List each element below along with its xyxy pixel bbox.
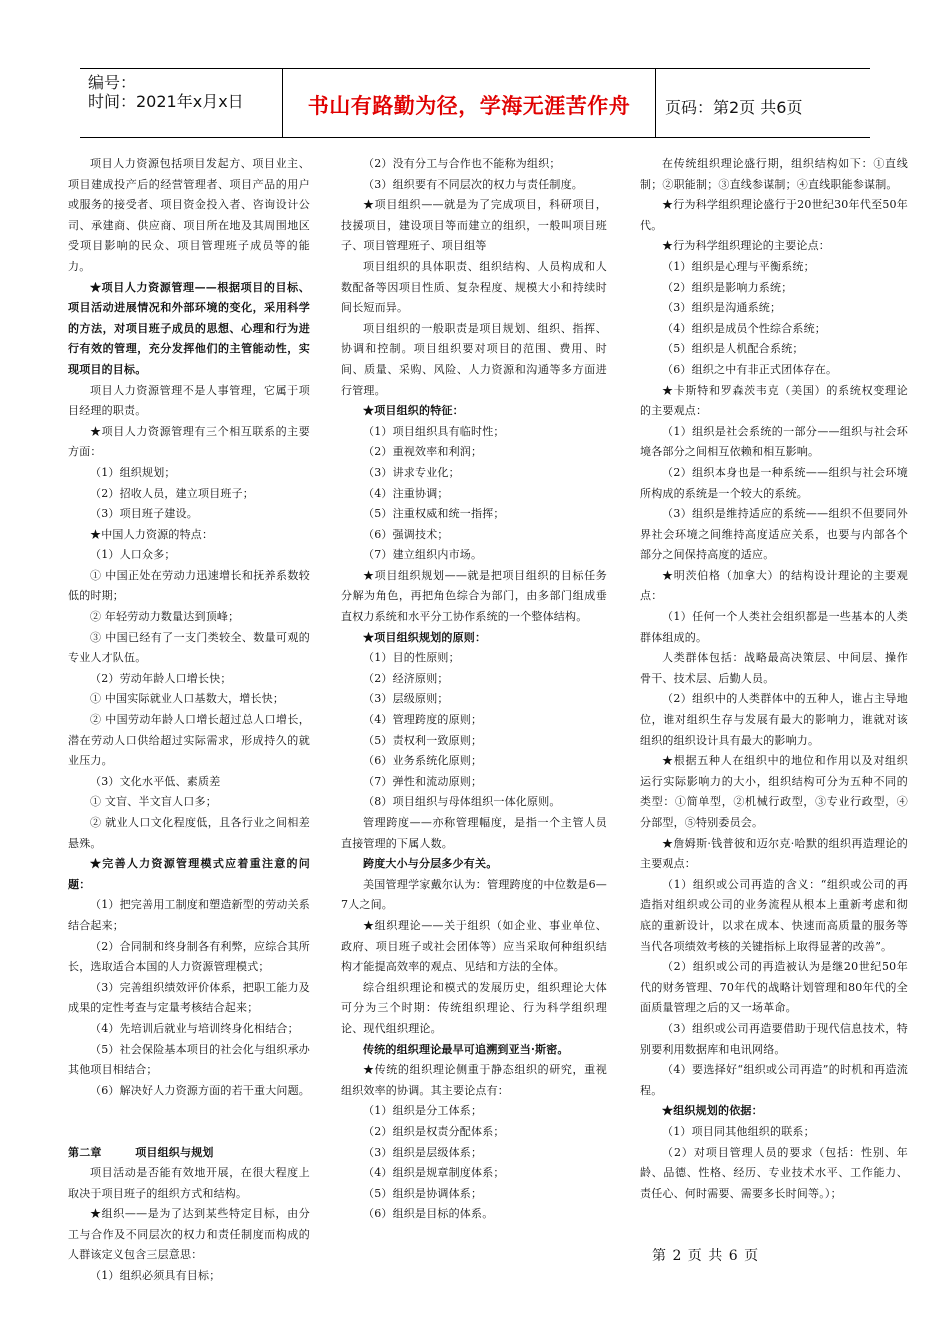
paragraph: 项目人力资源包括项目发起方、项目业主、项目建成投产后的经营管理者、项目产品的用户或服务的接受者、项目资金投入者、咨询设计公司、承建商、供应商、项目所在地及其周围地区受项目影响的民众、项目管理班子成员等的能力。 bbox=[68, 157, 310, 273]
page-number: 页码：第2页 共6页 bbox=[665, 97, 803, 117]
paragraph: ★根据五种人在组织中的地位和作用以及对组织运行实际影响力的大小，组织结构可分为五种不同的类型：①简单型，②机械行政型，③专业行政型，④分部型，⑤特别委员会。 bbox=[640, 754, 908, 829]
list-item: ② 就业人口文化程度低，且各行业之间相差悬殊。 bbox=[68, 816, 310, 850]
list-item: （1）组织是分工体系； bbox=[363, 1104, 483, 1118]
list-item: （7）建立组织内市场。 bbox=[363, 548, 483, 562]
paragraph: ★完善人力资源管理模式应着重注意的问题： bbox=[68, 857, 310, 891]
paragraph: ★项目人力资源管理——根据项目的目标、项目活动进展情况和外部环境的变化，采用科学的方法，对项目班子成员的思想、心理和行为进行有效的管理，充分发挥他们的主管能动性，实现项目的目标。 bbox=[68, 280, 310, 376]
list-item: （4）组织是成员个性综合系统； bbox=[662, 321, 826, 335]
header-meta bbox=[88, 69, 278, 141]
list-item: （6）业务系统化原则； bbox=[363, 754, 483, 768]
list-item: （2）组织中的人类群体中的五种人，谁占主导地位，谁对组织生存与发展有最大的影响力，谁就对该组织的组织设计具有最大的影响力。 bbox=[640, 692, 908, 747]
list-item: ③ 中国已经有了一支门类较全、数量可观的专业人才队伍。 bbox=[68, 630, 310, 665]
paragraph: 管理跨度——亦称管理幅度，是指一个主管人员直接管理的下属人数。 bbox=[341, 816, 607, 850]
list-item: （4）组织是规章制度体系； bbox=[363, 1166, 505, 1180]
list-item: （3）组织是维持适应的系统——组织不但要同外界社会环境之间维持高度适应关系，也要与内部各个部分之间保持高度的适应。 bbox=[640, 507, 908, 562]
chapter-title: 第二章 项目组织与规划 bbox=[68, 1145, 214, 1159]
paragraph: ★项目组织——就是为了完成项目，科研项目，技援项目，建设项目等而建立的组织，一般叫项目班子、项目管理班子、项目组等 bbox=[341, 198, 607, 253]
list-item: （3）组织是层级体系； bbox=[363, 1145, 483, 1159]
list-item: （5）责权利一致原则； bbox=[363, 733, 483, 747]
list-item: （1）人口众多； bbox=[90, 548, 176, 562]
paragraph: ★项目人力资源管理有三个相互联系的主要方面： bbox=[68, 424, 310, 459]
paragraph: ★组织——是为了达到某些特定目标，由分工与合作及不同层次的权力和责任制度而构成的人群该定义包含三层意思： bbox=[68, 1207, 310, 1262]
list-item: （2）组织是影响力系统； bbox=[662, 280, 793, 294]
paragraph: ★明茨伯格（加拿大）的结构设计理论的主要观点： bbox=[640, 568, 908, 603]
list-item: （3）讲求专业化； bbox=[363, 465, 460, 479]
list-item: （3）组织要有不同层次的权力与责任制度。 bbox=[363, 177, 583, 191]
list-item: （2）重视效率和利润； bbox=[363, 445, 483, 459]
date-label: 时间：2021年x月x日 bbox=[88, 92, 244, 111]
paragraph: ★传统的组织理论侧重于静态组织的研究，重视组织效率的协调。其主要论点有： bbox=[341, 1063, 607, 1097]
list-item: （1）组织是心理与平衡系统； bbox=[662, 259, 815, 273]
list-item: （1）项目同其他组织的联系； bbox=[662, 1124, 815, 1138]
paragraph: 在传统组织理论盛行期，组织结构如下：①直线制；②职能制；③直线参谋制；④直线职能参谋制。 bbox=[640, 157, 908, 191]
list-item: （4）管理跨度的原则； bbox=[363, 713, 483, 727]
list-item: ① 文盲、半文盲人口多； bbox=[90, 795, 217, 809]
paragraph: 跨度大小与分层多少有关。 bbox=[363, 857, 498, 871]
list-item: （5）组织是人机配合系统； bbox=[662, 342, 804, 356]
list-item: （1）组织或公司再造的含义：“组织或公司的再造指对组织或公司的业务流程从根本上重新考虑和彻底的重新设计，以求在成本、快速而高质量的服务等当代各项绩效考核的关键指标上取得显著的改善”。 bbox=[640, 877, 908, 953]
page-header bbox=[80, 68, 870, 138]
list-item: （2）招收人员，建立项目班子； bbox=[90, 486, 254, 500]
paragraph: 项目组织的一般职责是项目规划、组织、指挥、协调和控制。项目组织要对项目的范围、费用、时间、质量、采购、风险、人力资源和沟通等多方面进行管理。 bbox=[341, 321, 607, 397]
paragraph: 传统的组织理论最早可追溯到亚当·斯密。 bbox=[363, 1042, 569, 1056]
paragraph: 人类群体包括：战略最高决策层、中间层、操作骨干、技术层、后勤人员。 bbox=[640, 651, 908, 685]
list-item: （1）任何一个人类社会组织都是一些基本的人类群体组成的。 bbox=[640, 610, 908, 644]
list-item: （1）项目组织具有临时性； bbox=[363, 424, 505, 438]
header-page-cell bbox=[665, 69, 865, 140]
paragraph: 项目组织的具体职责、组织结构、人员构成和人数配备等因项目性质、复杂程度、规模大小和持续时间长短而异。 bbox=[341, 259, 607, 315]
list-item: （2）没有分工与合作也不能称为组织； bbox=[363, 157, 561, 170]
list-item: （2）对项目管理人员的要求（包括：性别、年龄、品德、性格、经历、专业技术水平、工作能力、责任心、何时需要、需要多长时间等。）； bbox=[640, 1145, 908, 1200]
list-item: （3）组织或公司再造要借助于现代信息技术，特别要利用数据库和电讯网络。 bbox=[640, 1021, 908, 1056]
list-item: （1）组织是社会系统的一部分——组织与社会环境各部分之间相互依赖和相互影响。 bbox=[640, 424, 908, 459]
list-item: （5）社会保险基本项目的社会化与组织承办其他项目相结合； bbox=[68, 1042, 310, 1077]
list-item: （1）组织必须具有目标； bbox=[90, 1269, 221, 1283]
list-item: ① 中国正处在劳动力迅速增长和抚养系数较低的时期； bbox=[68, 568, 310, 603]
page-footer: 第 2 页 共 6 页 bbox=[652, 1248, 760, 1264]
list-item: （2）组织本身也是一种系统——组织与社会环境所构成的系统是一个较大的系统。 bbox=[640, 465, 908, 500]
paragraph: 综合组织理论和模式的发展历史，组织理论大体可分为三个时期：传统组织理论、行为科学组织理论、现代组织理论。 bbox=[341, 980, 607, 1035]
paragraph: 项目人力资源管理不是人事管理，它属于项目经理的职责。 bbox=[68, 383, 310, 418]
list-item: （2）劳动年龄人口增长快； bbox=[90, 671, 232, 685]
list-item: （6）组织是目标的体系。 bbox=[363, 1207, 494, 1221]
list-item: ② 中国劳动年龄人口增长超过总人口增长，潜在劳动人口供给超过实际需求，形成持久的就业压力。 bbox=[68, 713, 310, 768]
paragraph: 项目活动是否能有效地开展，在很大程度上取决于项目班子的组织方式和结构。 bbox=[68, 1166, 310, 1200]
list-item: （4）先培训后就业与培训终身化相结合； bbox=[90, 1021, 299, 1035]
list-item: （1）组织规划； bbox=[90, 465, 176, 479]
list-item: （6）组织之中有非正式团体存在。 bbox=[662, 362, 838, 376]
list-item: （2）合同制和终身制各有利弊，应综合其所长，选取适合本国的人力资源管理模式； bbox=[68, 939, 310, 974]
paragraph: ★项目组织的特征： bbox=[363, 404, 464, 418]
list-item: （3）文化水平低、素质差 bbox=[90, 774, 221, 788]
list-item: （7）弹性和流动原则； bbox=[363, 774, 483, 788]
paragraph: ★詹姆斯·钱普彼和迈尔克·哈默的组织再造理论的主要观点： bbox=[640, 836, 908, 871]
list-item: ② 年轻劳动力数量达到顶峰； bbox=[90, 610, 240, 624]
list-item: （3）组织是沟通系统； bbox=[662, 301, 782, 315]
serial-label: 编号： bbox=[88, 73, 137, 92]
list-item: （1）把完善用工制度和塑造新型的劳动关系结合起来； bbox=[68, 898, 310, 932]
paragraph: 美国管理学家戴尔认为：管理跨度的中位数是6—7人之间。 bbox=[341, 877, 607, 912]
list-item: （6）强调技术； bbox=[363, 527, 449, 541]
column-3 bbox=[640, 154, 908, 1204]
list-item: ① 中国实际就业人口基数大，增长快； bbox=[90, 692, 285, 706]
list-item: （2）组织是权责分配体系； bbox=[363, 1124, 505, 1138]
list-item: （4）要选择好“组织或公司再造”的时机和再造流程。 bbox=[640, 1063, 908, 1097]
paragraph: ★项目组织规划——就是把项目组织的目标任务分解为角色，再把角色综合为部门，由多部门组成垂直权力系统和水平分工协作系统的一个整体结构。 bbox=[341, 568, 607, 624]
paragraph: ★行为科学组织理论盛行于20世纪30年代至50年代。 bbox=[640, 198, 908, 232]
paragraph: ★行为科学组织理论的主要论点： bbox=[662, 239, 830, 253]
list-item: （8）项目组织与母体组织一体化原则。 bbox=[363, 795, 561, 809]
list-item: （2）经济原则； bbox=[363, 671, 449, 685]
column-1 bbox=[68, 154, 310, 1287]
list-item: （2）组织或公司的再造被认为是继20世纪50年代的财务管理、70年代的战略计划管理和80年代的全面质量管理之后的又一场革命。 bbox=[640, 960, 908, 1015]
list-item: （3）完善组织绩效评价体系，把职工能力及成果的定性考查与定量考核结合起来； bbox=[68, 980, 310, 1015]
list-item: （3）层级原则； bbox=[363, 692, 449, 706]
paragraph: ★项目组织规划的原则： bbox=[363, 630, 487, 644]
list-item: （5）注重权威和统一指挥； bbox=[363, 507, 505, 521]
list-item: （5）组织是协调体系； bbox=[363, 1186, 483, 1200]
paragraph: ★组织理论——关于组织（如企业、事业单位、政府、项目班子或社会团体等）应当采取何种组织结构才能提高效率的观点、见结和方法的全体。 bbox=[341, 918, 607, 974]
header-motto-cell bbox=[282, 69, 656, 137]
list-item: （1）目的性原则； bbox=[363, 651, 460, 665]
list-item: （6）解决好人力资源方面的若干重大问题。 bbox=[90, 1083, 310, 1097]
motto: 书山有路勤为径，学海无涯苦作舟 bbox=[307, 94, 631, 118]
list-item: （4）注重协调； bbox=[363, 486, 449, 500]
paragraph: ★卡斯特和罗森茨韦克（美国）的系统权变理论的主要观点： bbox=[640, 383, 908, 418]
column-2 bbox=[341, 154, 607, 1225]
paragraph: ★中国人力资源的特点： bbox=[90, 527, 214, 541]
paragraph: ★组织规划的依据： bbox=[662, 1104, 763, 1118]
list-item: （3）项目班子建设。 bbox=[90, 507, 198, 521]
